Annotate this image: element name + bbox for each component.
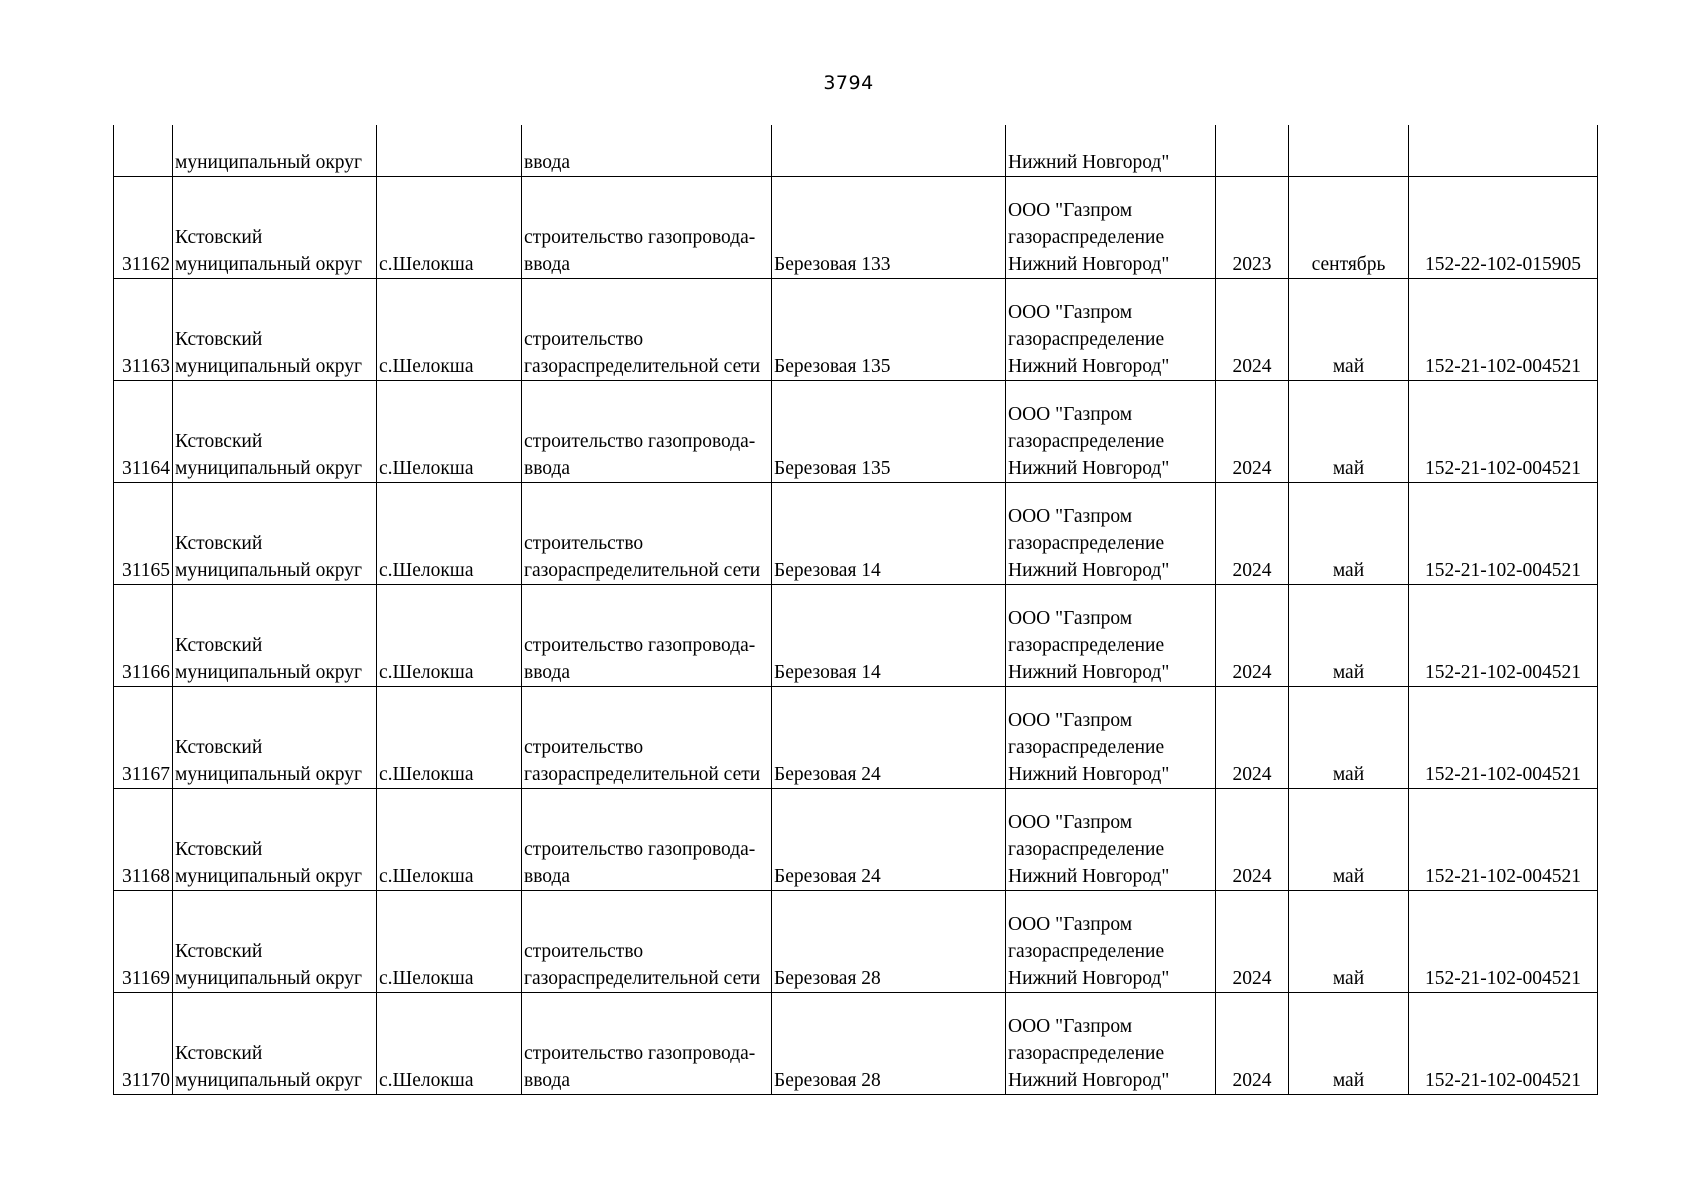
cell-code: 152-21-102-004521 xyxy=(1409,381,1598,483)
cell-settlement: с.Шелокша xyxy=(377,993,522,1095)
cell-organization: ООО "Газпром газораспределение Нижний Новгород" xyxy=(1006,789,1216,891)
cell-settlement: с.Шелокша xyxy=(377,687,522,789)
cell-work-type: строительство газопровода- ввода xyxy=(522,177,772,279)
cell-address: Березовая 24 xyxy=(772,789,1006,891)
cell-num: 31166 xyxy=(114,585,173,687)
table-row xyxy=(114,381,1598,483)
cell-year: 2024 xyxy=(1216,687,1289,789)
cell-address: Березовая 135 xyxy=(772,381,1006,483)
table-row xyxy=(114,789,1598,891)
cell-address: Березовая 28 xyxy=(772,993,1006,1095)
cell-organization: ООО "Газпром газораспределение Нижний Новгород" xyxy=(1006,483,1216,585)
cell-work-type: строительство газораспределительной сети xyxy=(522,891,772,993)
cell-code: 152-21-102-004521 xyxy=(1409,585,1598,687)
cell-district: Кстовский муниципальный округ xyxy=(173,789,377,891)
cell-code: 152-21-102-004521 xyxy=(1409,789,1598,891)
cell-year: 2024 xyxy=(1216,789,1289,891)
cell-district: муниципальный округ xyxy=(173,125,377,177)
cell-num xyxy=(114,125,173,177)
cell-address: Березовая 14 xyxy=(772,483,1006,585)
cell-work-type: строительство газопровода- ввода xyxy=(522,789,772,891)
cell-organization: ООО "Газпром газораспределение Нижний Новгород" xyxy=(1006,279,1216,381)
cell-code: 152-21-102-004521 xyxy=(1409,993,1598,1095)
cell-month: сентябрь xyxy=(1289,177,1409,279)
table-row xyxy=(114,177,1598,279)
cell-settlement: с.Шелокша xyxy=(377,483,522,585)
cell-month: май xyxy=(1289,789,1409,891)
cell-work-type: ввода xyxy=(522,125,772,177)
table-row xyxy=(114,993,1598,1095)
cell-year: 2023 xyxy=(1216,177,1289,279)
cell-year: 2024 xyxy=(1216,891,1289,993)
cell-address: Березовая 24 xyxy=(772,687,1006,789)
cell-district: Кстовский муниципальный округ xyxy=(173,993,377,1095)
cell-code: 152-21-102-004521 xyxy=(1409,687,1598,789)
cell-num: 31163 xyxy=(114,279,173,381)
cell-address: Березовая 14 xyxy=(772,585,1006,687)
cell-num: 31164 xyxy=(114,381,173,483)
continuation-row xyxy=(114,125,1598,177)
cell-address: Березовая 133 xyxy=(772,177,1006,279)
table-row xyxy=(114,687,1598,789)
cell-organization: ООО "Газпром газораспределение Нижний Новгород" xyxy=(1006,687,1216,789)
cell-organization: ООО "Газпром газораспределение Нижний Новгород" xyxy=(1006,993,1216,1095)
table-row xyxy=(114,585,1598,687)
cell-month: май xyxy=(1289,483,1409,585)
page-number: 3794 xyxy=(823,72,874,94)
cell-work-type: строительство газораспределительной сети xyxy=(522,687,772,789)
cell-organization: ООО "Газпром газораспределение Нижний Новгород" xyxy=(1006,585,1216,687)
cell-month: май xyxy=(1289,381,1409,483)
cell-organization: ООО "Газпром газораспределение Нижний Новгород" xyxy=(1006,177,1216,279)
cell-code: 152-21-102-004521 xyxy=(1409,483,1598,585)
cell-num: 31170 xyxy=(114,993,173,1095)
cell-month xyxy=(1289,125,1409,177)
cell-year: 2024 xyxy=(1216,483,1289,585)
cell-address xyxy=(772,125,1006,177)
cell-settlement: с.Шелокша xyxy=(377,891,522,993)
cell-settlement: с.Шелокша xyxy=(377,279,522,381)
cell-year: 2024 xyxy=(1216,279,1289,381)
cell-year: 2024 xyxy=(1216,381,1289,483)
cell-year xyxy=(1216,125,1289,177)
cell-num: 31168 xyxy=(114,789,173,891)
cell-code xyxy=(1409,125,1598,177)
cell-settlement: с.Шелокша xyxy=(377,585,522,687)
cell-district: Кстовский муниципальный округ xyxy=(173,381,377,483)
cell-settlement: с.Шелокша xyxy=(377,789,522,891)
cell-district: Кстовский муниципальный округ xyxy=(173,177,377,279)
cell-code: 152-21-102-004521 xyxy=(1409,279,1598,381)
cell-work-type: строительство газораспределительной сети xyxy=(522,279,772,381)
cell-settlement: с.Шелокша xyxy=(377,177,522,279)
gas-works-table xyxy=(113,125,1598,1095)
cell-organization: Нижний Новгород" xyxy=(1006,125,1216,177)
cell-organization: ООО "Газпром газораспределение Нижний Новгород" xyxy=(1006,891,1216,993)
cell-month: май xyxy=(1289,993,1409,1095)
cell-work-type: строительство газопровода- ввода xyxy=(522,381,772,483)
cell-district: Кстовский муниципальный округ xyxy=(173,483,377,585)
cell-work-type: строительство газопровода- ввода xyxy=(522,585,772,687)
cell-code: 152-22-102-015905 xyxy=(1409,177,1598,279)
cell-settlement xyxy=(377,125,522,177)
cell-code: 152-21-102-004521 xyxy=(1409,891,1598,993)
cell-year: 2024 xyxy=(1216,585,1289,687)
table-row xyxy=(114,279,1598,381)
cell-address: Березовая 135 xyxy=(772,279,1006,381)
cell-month: май xyxy=(1289,891,1409,993)
cell-organization: ООО "Газпром газораспределение Нижний Новгород" xyxy=(1006,381,1216,483)
cell-month: май xyxy=(1289,279,1409,381)
cell-settlement: с.Шелокша xyxy=(377,381,522,483)
cell-work-type: строительство газораспределительной сети xyxy=(522,483,772,585)
cell-year: 2024 xyxy=(1216,993,1289,1095)
cell-address: Березовая 28 xyxy=(772,891,1006,993)
cell-num: 31162 xyxy=(114,177,173,279)
table-body xyxy=(114,125,1598,1095)
cell-month: май xyxy=(1289,687,1409,789)
cell-num: 31165 xyxy=(114,483,173,585)
cell-district: Кстовский муниципальный округ xyxy=(173,687,377,789)
cell-district: Кстовский муниципальный округ xyxy=(173,585,377,687)
table-row xyxy=(114,483,1598,585)
cell-district: Кстовский муниципальный округ xyxy=(173,891,377,993)
cell-num: 31169 xyxy=(114,891,173,993)
cell-work-type: строительство газопровода- ввода xyxy=(522,993,772,1095)
cell-month: май xyxy=(1289,585,1409,687)
cell-district: Кстовский муниципальный округ xyxy=(173,279,377,381)
table-row xyxy=(114,891,1598,993)
cell-num: 31167 xyxy=(114,687,173,789)
